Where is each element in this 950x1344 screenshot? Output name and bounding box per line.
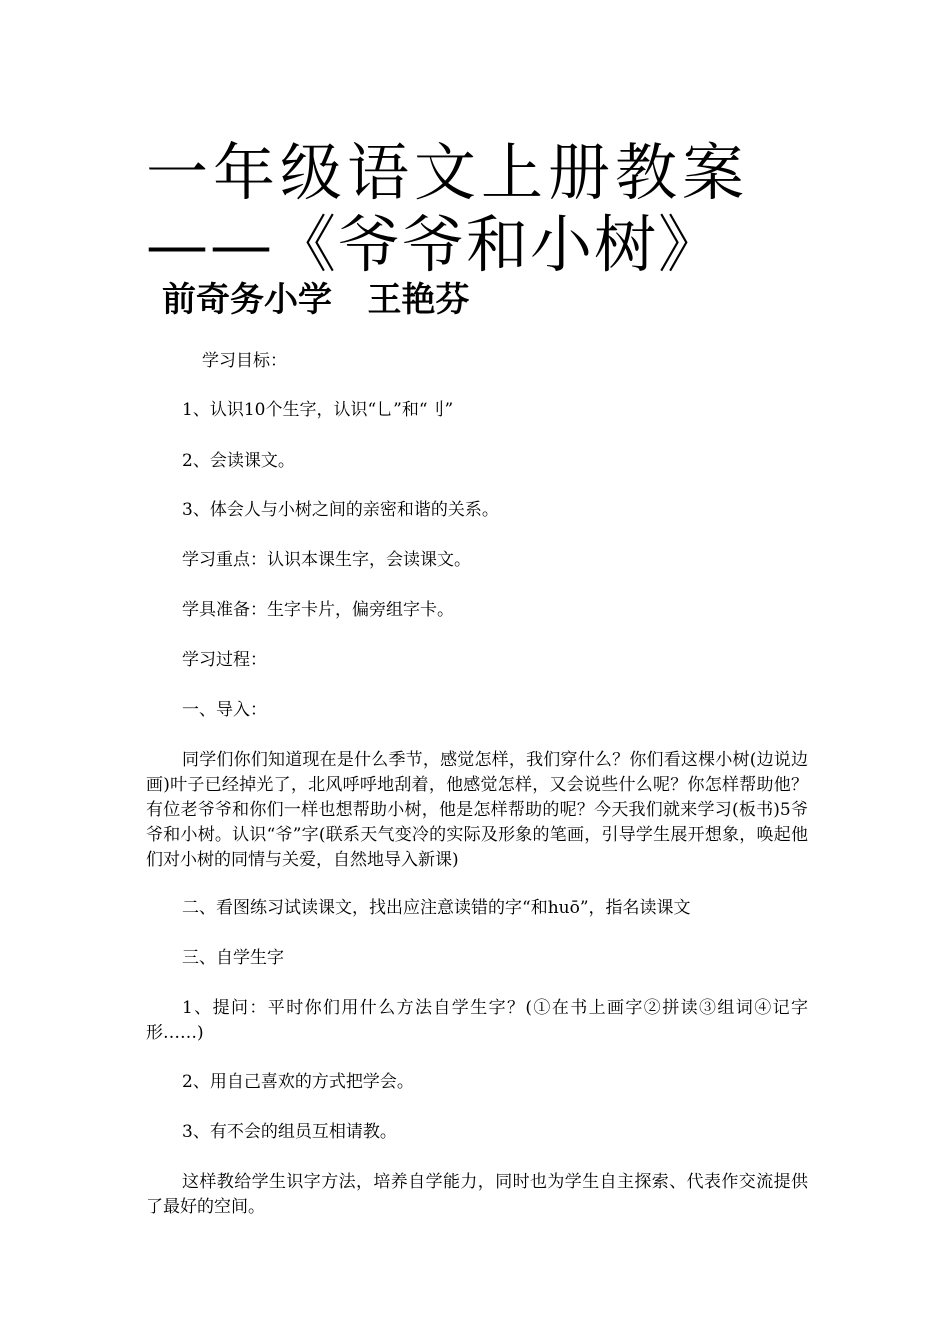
- paragraph-objectives-heading: 学习目标：: [202, 351, 287, 371]
- paragraph-key-points: 学习重点：认识本课生字，会读课文。: [182, 550, 471, 570]
- title-line-1: 一年级语文上册教案: [146, 136, 750, 209]
- paragraph-process-heading: 学习过程：: [182, 650, 267, 670]
- title-line-2: ——《爷爷和小树》: [146, 208, 723, 281]
- paragraph-section-3: 三、自学生字: [182, 948, 284, 968]
- paragraph-introduction: 同学们你们知道现在是什么季节，感觉怎样，我们穿什么？你们看这棵小树(边说边画)叶子已经掉光了，北风呼呼地刮着，他感觉怎样，又会说些什么呢？你怎样帮助他？有位老爷爷和你们一样也想帮助小树，他是怎样帮助的呢？今天我们就来学习(板书)5爷爷和小树。认识“爷”字(联系天气变冷的实际及形象的笔画，引导学生展开想象，唤起他们对小树的同情与关爱，自然地导入新课): [146, 750, 808, 870]
- paragraph-step-3: 3、有不会的组员互相请教。: [182, 1122, 397, 1142]
- paragraph-objective-3: 3、体会人与小树之间的亲密和谐的关系。: [182, 500, 499, 520]
- paragraph-section-1: 一、导入：: [182, 700, 267, 720]
- paragraph-section-2: 二、看图练习试读课文，找出应注意读错的字“和huō”，指名读课文: [182, 898, 691, 918]
- paragraph-objective-2: 2、会读课文。: [182, 451, 295, 471]
- paragraph-summary: 这样教给学生识字方法，培养自学能力，同时也为学生自主探索、代表作交流提供了最好的空间。: [146, 1172, 808, 1217]
- author-line: 前奇务小学 王艳芬: [162, 280, 470, 320]
- paragraph-objective-1: 1、认识10个生字，认识“⺃”和“刂”: [182, 400, 454, 420]
- paragraph-step-1: 1、提问：平时你们用什么方法自学生字？(①在书上画字②拼读③组词④记字形……): [146, 998, 808, 1043]
- paragraph-materials: 学具准备：生字卡片，偏旁组字卡。: [182, 600, 454, 620]
- paragraph-step-2: 2、用自己喜欢的方式把学会。: [182, 1072, 414, 1092]
